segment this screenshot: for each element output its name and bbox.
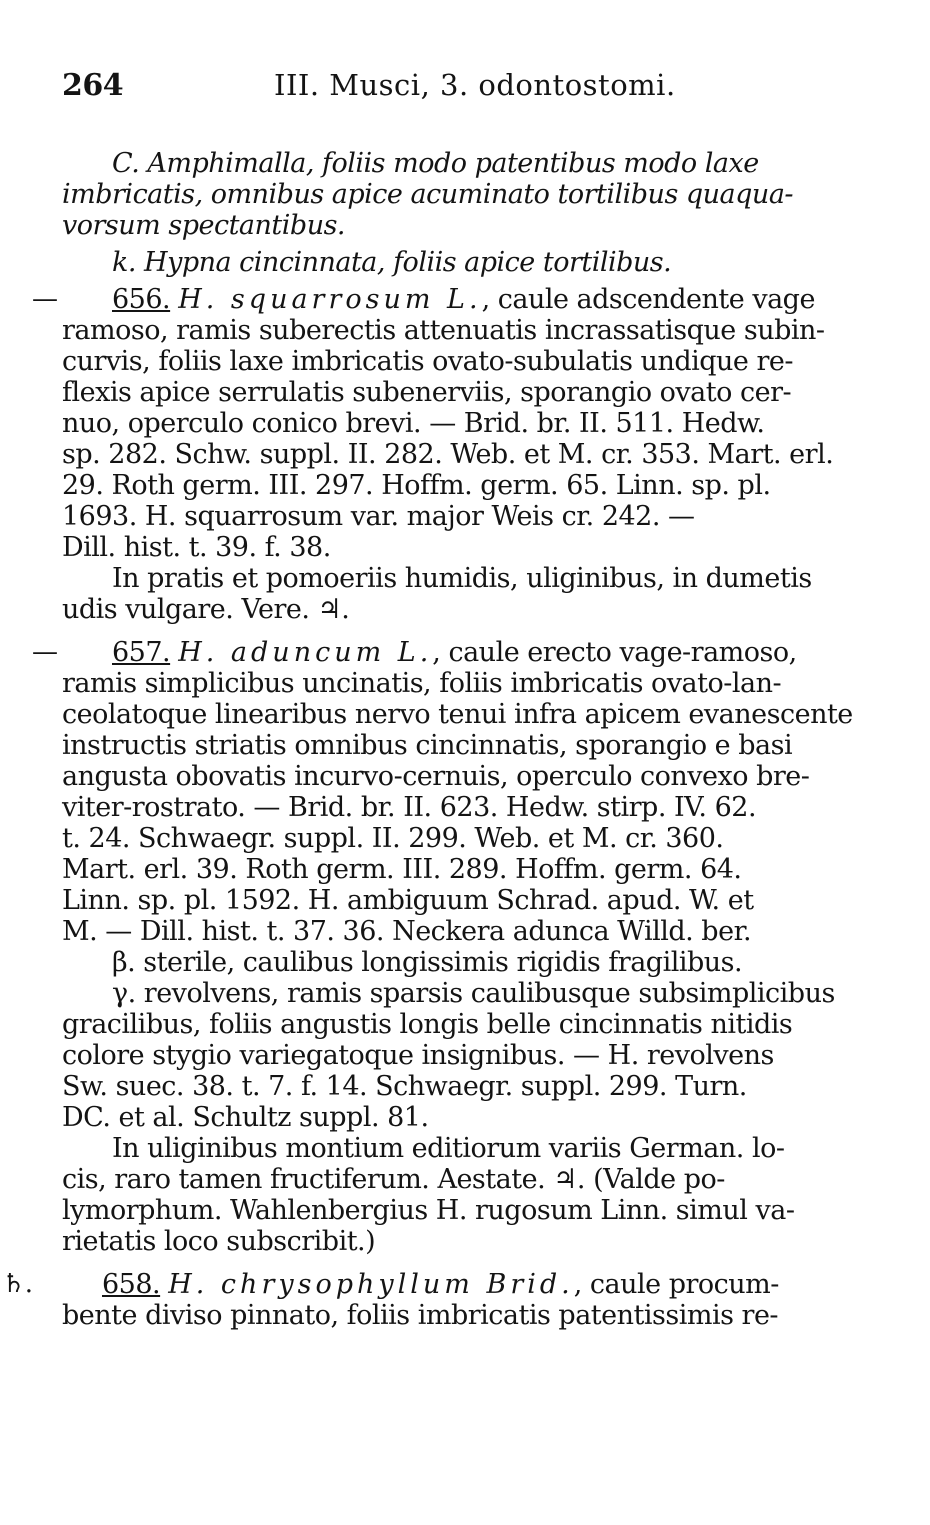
species-name: H. chrysophyllum Brid.	[168, 1269, 574, 1300]
habitat-line: In pratis et pomoeriis humidis, uliginibus, in dumetis	[112, 563, 812, 594]
description-line: nuo, operculo conico brevi. — Brid. br. II. 511. Hedw.	[62, 408, 765, 439]
variety-gamma-line: DC. et al. Schultz suppl. 81.	[62, 1102, 429, 1133]
margin-mark: ♄.	[2, 1269, 33, 1299]
description-line: instructis striatis omnibus cincinnatis, sporangio e basi	[62, 730, 793, 761]
habitat-line: rietatis loco subscribit.)	[62, 1226, 376, 1257]
variety-gamma-line: colore stygio variegatoque insignibus. — H. revolvens	[62, 1040, 774, 1071]
habitat-line: lymorphum. Wahlenbergius H. rugosum Linn. simul va-	[62, 1195, 795, 1226]
running-head: III. Musci, 3. odontostomi.	[274, 68, 676, 102]
margin-mark: —	[32, 637, 58, 667]
entry-657	[32, 637, 862, 1257]
reference-line: Mart. erl. 39. Roth germ. III. 289. Hoffm. germ. 64.	[62, 854, 742, 885]
description-line: ramoso, ramis suberectis attenuatis incrassatisque subin-	[62, 315, 825, 346]
section-c-line: vorsum spectantibus.	[62, 210, 346, 241]
reference-line: viter-rostrato. — Brid. br. II. 623. Hedw. stirp. IV. 62.	[62, 792, 757, 823]
page-header	[62, 68, 862, 108]
habitat-line: udis vulgare. Vere. ♃.	[62, 594, 350, 625]
description-line: , caule procum-	[573, 1269, 779, 1300]
entry-number: 657.	[112, 637, 171, 668]
reference-line: sp. 282. Schw. suppl. II. 282. Web. et M. cr. 353. Mart. erl.	[62, 439, 834, 470]
reference-line: 1693. H. squarrosum var. major Weis cr. 242. —	[62, 501, 695, 532]
reference-line: Dill. hist. t. 39. f. 38.	[62, 532, 331, 563]
section-c	[62, 148, 862, 241]
description-line: flexis apice serrulatis subenerviis, sporangio ovato cer-	[62, 377, 792, 408]
subsection-k: k. Hypna cincinnata, foliis apice tortilibus.	[112, 247, 672, 278]
section-c-line: C. Amphimalla, foliis modo patentibus modo laxe	[112, 148, 759, 179]
variety-gamma-line: Sw. suec. 38. t. 7. f. 14. Schwaegr. suppl. 299. Turn.	[62, 1071, 747, 1102]
species-name: H. aduncum L.	[178, 637, 433, 668]
description-line: , caule erecto vage-ramoso,	[432, 637, 797, 668]
variety-beta: β. sterile, caulibus longissimis rigidis fragilibus.	[112, 947, 743, 978]
reference-line: 29. Roth germ. III. 297. Hoffm. germ. 65. Linn. sp. pl.	[62, 470, 771, 501]
main-text	[2, 148, 862, 1331]
entry-658	[2, 1269, 862, 1331]
margin-mark: —	[32, 284, 58, 314]
description-line: angusta obovatis incurvo-cernuis, operculo convexo bre-	[62, 761, 810, 792]
description-line: , caule adscendente vage	[481, 284, 815, 315]
reference-line: M. — Dill. hist. t. 37. 36. Neckera adunca Willd. ber.	[62, 916, 752, 947]
variety-gamma-line: gracilibus, foliis angustis longis belle cincinnatis nitidis	[62, 1009, 793, 1040]
description-line: curvis, foliis laxe imbricatis ovato-subulatis undique re-	[62, 346, 793, 377]
description-line: ramis simplicibus uncinatis, foliis imbricatis ovato-lan-	[62, 668, 782, 699]
reference-line: t. 24. Schwaegr. suppl. II. 299. Web. et M. cr. 360.	[62, 823, 724, 854]
species-name: H. squarrosum L.	[178, 284, 482, 315]
reference-line: Linn. sp. pl. 1592. H. ambiguum Schrad. apud. W. et	[62, 885, 754, 916]
section-c-line: imbricatis, omnibus apice acuminato tortilibus quaqua-	[62, 179, 794, 210]
entry-656	[32, 284, 862, 625]
page-number: 264	[62, 68, 124, 103]
habitat-line: cis, raro tamen fructiferum. Aestate. ♃. (Valde po-	[62, 1164, 725, 1195]
variety-gamma-line: γ. revolvens, ramis sparsis caulibusque subsimplicibus	[112, 978, 835, 1009]
description-line: ceolatoque linearibus nervo tenui infra apicem evanescente	[62, 699, 853, 730]
entry-number: 656.	[112, 284, 171, 315]
description-line: bente diviso pinnato, foliis imbricatis patentissimis re-	[62, 1300, 779, 1331]
entry-number: 658.	[102, 1269, 161, 1300]
habitat-line: In uliginibus montium editiorum variis German. lo-	[112, 1133, 785, 1164]
